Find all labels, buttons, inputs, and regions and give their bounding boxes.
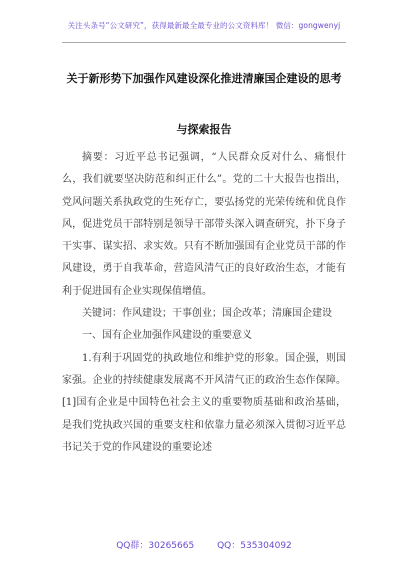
- page-header-banner: 关注头条号“公文研究”，获得最新最全最专业的公文资料库！ 微信：gongwenyj: [67, 21, 341, 30]
- abstract-paragraph: 摘要：习近平总书记强调，“人民群众反对什么、痛恨什么，我们就要坚决防范和纠正什么”。党的二十大报告也指出，党风问题关系执政党的生死存亡，要弘扬党的光荣传统和优良作风，促进党员干部特别是领导干部带头深入调查研究，扑下身子干实事、谋实招、求实效。只有不断加强国有企业党员干部的作风建设，勇于自我革命，营造风清气正的良好政治生态，才能有利于促进国有企业实现保值增值。: [62, 152, 346, 297]
- section-heading: 一、国有企业加强作风建设的重要意义: [82, 330, 252, 342]
- document-title-continued: 与探索报告: [176, 123, 232, 136]
- footer-qq-contact: QQ：535304092: [217, 541, 292, 551]
- header-divider: [62, 42, 346, 43]
- body-paragraph: 1.有利于巩固党的执政地位和维护党的形象。国企强，则国家强。企业的持续健康发展离不开风清气正的政治生态作保障。[1]国有企业是中国特色社会主义的重要物质基础和政治基础，是我们党执政兴国的重要支柱和依靠力量必须深入贯彻习近平总书记关于党的作风建设的重要论述: [62, 352, 346, 453]
- footer-qq-group: QQ群：30265665: [116, 541, 195, 551]
- keywords-paragraph: 关键词：作风建设；干事创业；国企改革；清廉国企建设: [82, 308, 332, 320]
- document-body: [62, 147, 346, 459]
- page-footer: [0, 538, 408, 551]
- document-title: 关于新形势下加强作风建设深化推进清廉国企建设的思考: [66, 72, 342, 85]
